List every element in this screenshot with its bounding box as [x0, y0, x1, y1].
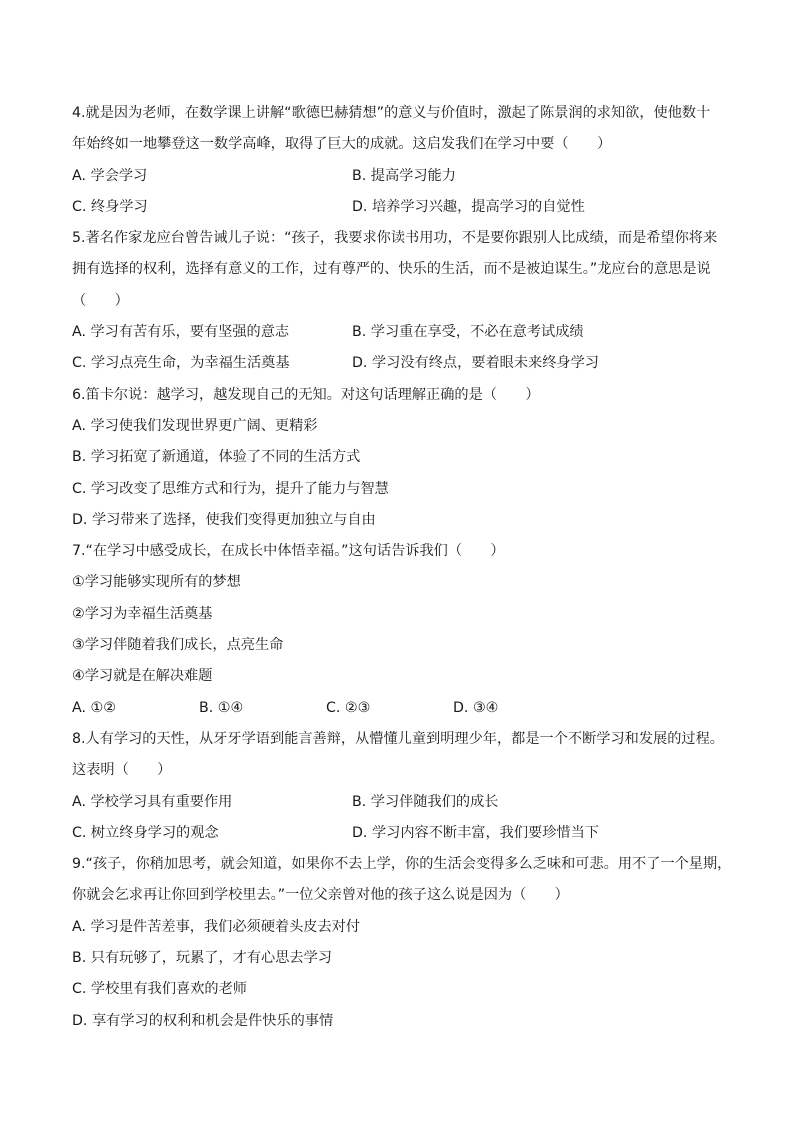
- option-d: D. 学习没有终点，要着眼未来终身学习: [352, 355, 599, 372]
- question-stem: 你就会乞求再让你回到学校里去。”一位父亲曾对他的孩子这么说是因为（ ）: [72, 887, 569, 904]
- option-c: C. 终身学习: [72, 198, 148, 215]
- option-d: D. 培养学习兴趣，提高学习的自觉性: [352, 198, 585, 215]
- option-c: C. ②③: [326, 699, 371, 716]
- statement-item: ①学习能够实现所有的梦想: [72, 574, 241, 591]
- question-stem: （ ）: [72, 292, 129, 309]
- statement-item: ④学习就是在解决难题: [72, 668, 213, 685]
- question-4: [72, 98, 740, 223]
- option-a: A. 学校学习具有重要作用: [72, 793, 233, 810]
- question-stem: 6.笛卡尔说：越学习，越发现自己的无知。对这句话理解正确的是（ ）: [72, 386, 540, 403]
- exam-page: [72, 98, 740, 1037]
- question-stem: 4.就是因为老师，在数学课上讲解“歌德巴赫猜想”的意义与价值时，激起了陈景润的求知欲，使他数十: [72, 105, 711, 121]
- option-a: A. 学会学习: [72, 167, 148, 184]
- question-stem: 8.人有学习的天性，从牙牙学语到能言善辩，从懵懂儿童到明理少年，都是一个不断学习和发展的过程。: [72, 730, 724, 747]
- option-a: A. 学习有苦有乐，要有坚强的意志: [72, 324, 290, 341]
- question-stem: 5.著名作家龙应台曾告诫儿子说：“孩子，我要求你读书用功，不是要你跟别人比成绩，而是希望你将来: [72, 230, 718, 247]
- question-stem: 7.“在学习中感受成长，在成长中体悟幸福。”这句话告诉我们（ ）: [72, 543, 505, 560]
- statement-item: ③学习伴随着我们成长，点亮生命: [72, 637, 284, 654]
- question-8: [72, 724, 740, 849]
- question-7: [72, 536, 740, 724]
- option-a: A. ①②: [72, 699, 116, 716]
- question-5: [72, 223, 740, 379]
- option-d: D. ③④: [453, 699, 499, 716]
- question-stem: 拥有选择的权利，选择有意义的工作，过有尊严的、快乐的生活，而不是被迫谋生。”龙应台的意思是说: [72, 261, 711, 278]
- statement-item: ②学习为幸福生活奠基: [72, 605, 213, 622]
- option-b: B. 学习拓宽了新通道，体验了不同的生活方式: [72, 449, 361, 466]
- question-9: [72, 849, 740, 1037]
- option-c: C. 学习改变了思维方式和行为，提升了能力与智慧: [72, 480, 389, 497]
- option-b: B. 提高学习能力: [352, 167, 456, 184]
- option-a: A. 学习是件苦差事，我们必须硬着头皮去对付: [72, 918, 361, 935]
- option-b: B. 学习伴随我们的成长: [352, 793, 499, 810]
- option-d: D. 学习带来了选择，使我们变得更加独立与自由: [72, 511, 376, 528]
- option-c: C. 学校里有我们喜欢的老师: [72, 981, 247, 998]
- option-d: D. 学习内容不断丰富，我们要珍惜当下: [352, 824, 599, 841]
- option-b: B. 学习重在享受，不必在意考试成绩: [352, 324, 584, 341]
- option-c: C. 树立终身学习的观念: [72, 824, 219, 841]
- question-stem: 这表明（ ）: [72, 762, 172, 779]
- option-a: A. 学习使我们发现世界更广阔、更精彩: [72, 417, 318, 434]
- question-6: [72, 380, 740, 536]
- option-b: B. ①④: [199, 699, 244, 716]
- option-c: C. 学习点亮生命，为幸福生活奠基: [72, 355, 290, 372]
- option-b: B. 只有玩够了，玩累了，才有心思去学习: [72, 950, 332, 967]
- question-stem: 年始终如一地攀登这一数学高峰，取得了巨大的成就。这启发我们在学习中要（ ）: [72, 136, 612, 153]
- option-d: D. 享有学习的权利和机会是件快乐的事情: [72, 1012, 334, 1029]
- question-stem: 9.“孩子，你稍加思考，就会知道，如果你不去上学，你的生活会变得多么乏味和可悲。用不了一个星期，: [72, 856, 732, 873]
